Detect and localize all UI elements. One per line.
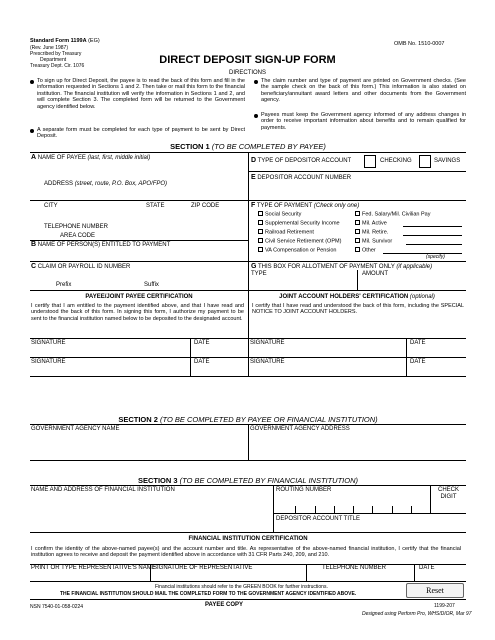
option-label: VA Compensation or Pension [265, 247, 337, 254]
divider [30, 532, 466, 533]
option-mil-active[interactable] [355, 220, 387, 227]
underline [403, 226, 462, 227]
divider [430, 485, 431, 513]
green-book-note: Financial institutions should refer to the GREEN BOOK for further instructions. [155, 584, 328, 590]
section-3-heading [30, 476, 466, 485]
option-railroad[interactable] [258, 229, 314, 236]
letter-e: E [251, 174, 256, 181]
divider [248, 261, 466, 262]
option-label: Railroad Retirement [265, 229, 314, 236]
designed-note: Designed using Perform Pro, WHS/DIOR, Mar 97 [362, 611, 472, 617]
prescribed-line-2: Department [40, 57, 67, 63]
suffix-label: Suffix [144, 282, 159, 288]
divider [273, 485, 274, 532]
bullet-icon [30, 129, 34, 133]
reset-button[interactable]: Reset [406, 583, 464, 598]
city-label[interactable]: CITY [44, 203, 58, 209]
joint-cert-title: JOINT ACCOUNT HOLDERS' CERTIFICATION [279, 294, 409, 300]
allotment-amount-label[interactable]: AMOUNT [362, 271, 388, 277]
rep-name-field[interactable]: PRINT OR TYPE REPRESENTATIVE'S NAME [31, 565, 156, 571]
divider [248, 200, 466, 201]
form-number [30, 38, 100, 44]
joint-cert-hint: (optional) [409, 294, 435, 300]
payment-type-label: TYPE OF PAYMENT [256, 203, 313, 209]
underline [406, 244, 462, 245]
rep-signature-field[interactable]: SIGNATURE OF REPRESENTATIVE [153, 565, 253, 571]
prescribed-line-3: Treasury Dept. Cir. 1076 [30, 63, 85, 69]
savings-label: SAVINGS [434, 158, 461, 164]
allotment-field [251, 263, 432, 271]
account-type-label: TYPE OF DEPOSITOR ACCOUNT [257, 158, 352, 164]
checking-label: CHECKING [380, 158, 412, 164]
routing-digit-divider [315, 506, 316, 513]
option-mil-retire[interactable] [355, 229, 388, 236]
divider [190, 338, 191, 376]
section-2-title: SECTION 2 [118, 415, 158, 424]
fi-cert-text: I confirm the identity of the above-named payee(s) and the account number and title. As representative of the above-named financial institution, I certify that the financial institution agrees to receive and deposit the payment identified above in accordance with 31 CFR Parts 240, 209, and 210. [31, 546, 461, 559]
page-title: DIRECT DEPOSIT SIGN-UP FORM [159, 54, 336, 66]
checking-checkbox[interactable] [364, 155, 376, 168]
digit-label: DIGIT [440, 494, 457, 500]
form-suffix: (EG) [88, 38, 100, 44]
letter-d: D [251, 157, 257, 164]
section-3-subtitle: (TO BE COMPLETED BY FINANCIAL INSTITUTION) [179, 476, 359, 485]
checkbox[interactable] [355, 229, 360, 234]
persons-entitled-field[interactable] [31, 241, 170, 249]
bullet-icon [30, 80, 34, 84]
divider [30, 460, 466, 461]
checkbox[interactable] [258, 247, 263, 252]
address-hint: (street, route, P.O. Box, APO/FPO) [74, 181, 168, 187]
payee-cert-text: I certify that I am entitled to the payment identified above, and that I have read and understood the back of this form. In signing this form, I authorize my payment to be sent to the financial institution named below to be deposited to the designated account. [31, 303, 244, 322]
option-label: Civil Service Retirement (OPM) [265, 238, 342, 245]
routing-digit-divider [295, 506, 296, 513]
account-number-field[interactable] [251, 174, 351, 182]
agency-name-field[interactable]: GOVERNMENT AGENCY NAME [31, 426, 120, 432]
prescribed-line-1: Prescribed by Treasury [30, 51, 82, 57]
claim-id-label: CLAIM OR PAYROLL ID NUMBER [37, 264, 131, 270]
divider [30, 376, 466, 377]
checkbox[interactable] [258, 220, 263, 225]
payee-signature-2[interactable]: SIGNATURE [31, 359, 66, 365]
option-label: Mil. Retire. [362, 229, 389, 236]
option-fed-salary[interactable] [355, 211, 430, 218]
direction-left-2: A separate form must be completed for each type of payment to be sent by Direct Deposit. [37, 127, 245, 140]
divider [357, 270, 358, 290]
divider [406, 338, 407, 376]
routing-number-label: ROUTING NUMBER [276, 487, 332, 493]
option-ssi[interactable] [258, 220, 340, 227]
fi-name-address-field[interactable]: NAME AND ADDRESS OF FINANCIAL INSTITUTION [31, 487, 175, 493]
form-code: 1199-207 [434, 603, 455, 609]
allotment-label: THIS BOX FOR ALLOTMENT OF PAYMENT ONLY [258, 264, 395, 270]
check-label: CHECK [437, 487, 459, 493]
claim-id-field[interactable] [31, 263, 130, 271]
prefix-label: Prefix [56, 282, 72, 288]
divider [30, 599, 466, 600]
option-label: Supplemental Security Income [265, 220, 340, 227]
joint-signature-1[interactable]: SIGNATURE [250, 340, 285, 346]
divider [248, 171, 466, 172]
area-code-label: AREA CODE [60, 233, 96, 239]
option-label: Mil. Survivor [362, 238, 393, 245]
payment-type-hint: (Check only one) [313, 203, 360, 209]
section-2-subtitle: (TO BE COMPLETED BY PAYEE OR FINANCIAL INSTITUTION) [160, 415, 378, 424]
state-label[interactable]: STATE [146, 203, 165, 209]
section-1-title: SECTION 1 [170, 142, 210, 151]
letter-a: A [31, 154, 37, 161]
option-mil-survivor[interactable] [355, 238, 392, 245]
payee-name-hint: (last, first, middle initial) [87, 155, 151, 161]
allotment-hint: (if applicable) [396, 264, 433, 270]
direction-right-2: Payees must keep the Government agency informed of any address changes in order to receive important information about benefits and to remain qualified for payments. [261, 112, 466, 131]
divider [248, 424, 249, 460]
option-civil-service[interactable] [258, 238, 341, 245]
underline [403, 235, 462, 236]
routing-number-input[interactable] [276, 500, 430, 513]
payee-date-1[interactable]: DATE [194, 340, 210, 346]
form-name: Standard Form 1199A [30, 38, 87, 44]
section-1-heading [30, 142, 466, 151]
option-label: Mil. Active [362, 220, 387, 227]
checkbox[interactable] [258, 211, 263, 216]
bullet-icon [254, 114, 258, 118]
bullet-icon [254, 80, 258, 84]
section-1-subtitle: (TO BE COMPLETED BY PAYEE) [211, 142, 326, 151]
letter-b: B [31, 241, 37, 248]
account-number-label: DEPOSITOR ACCOUNT NUMBER [257, 175, 352, 181]
joint-signature-2[interactable]: SIGNATURE [250, 359, 285, 365]
checkbox[interactable] [258, 238, 263, 243]
checkbox[interactable] [355, 238, 360, 243]
divider [414, 564, 415, 581]
section-2-heading [30, 415, 466, 424]
divider [248, 152, 249, 290]
checkbox[interactable] [355, 220, 360, 225]
check-digit-label [431, 487, 466, 501]
option-other[interactable] [355, 247, 376, 254]
payee-name-label: NAME OF PAYEE [37, 155, 86, 161]
option-label: Other [362, 247, 376, 254]
payee-copy-label: PAYEE COPY [205, 602, 244, 608]
mail-note: THE FINANCIAL INSTITUTION SHOULD MAIL THE COMPLETED FORM TO THE GOVERNMENT AGENCY IDENTIFIED ABOVE. [60, 591, 357, 597]
payee-date-2[interactable]: DATE [194, 359, 210, 365]
rep-date-field[interactable]: DATE [419, 565, 435, 571]
form-revision: (Rev. June 1987) [30, 45, 68, 51]
divider [150, 564, 151, 581]
option-va[interactable] [258, 247, 336, 254]
routing-digit-divider [392, 506, 393, 513]
checkbox[interactable] [355, 247, 360, 252]
option-label: Fed. Salary/Mil. Civilian Pay [362, 211, 431, 218]
joint-date-1[interactable]: DATE [410, 340, 426, 346]
option-social-security[interactable] [258, 211, 301, 218]
option-label: Social Security [265, 211, 302, 218]
telephone-label[interactable]: TELEPHONE NUMBER [44, 224, 109, 230]
allotment-type-label[interactable]: TYPE [251, 271, 267, 277]
divider [30, 581, 466, 582]
joint-date-2[interactable]: DATE [410, 359, 426, 365]
savings-checkbox[interactable] [419, 155, 431, 168]
routing-digit-divider [334, 506, 335, 513]
direction-right-1: The claim number and type of payment are printed on Government checks. (See the sample check on the back of this form.) This information is also stated on beneficiary/annuitant award letters and other documents from the Government agency. [261, 78, 466, 104]
divider [306, 564, 307, 581]
zip-label[interactable]: ZIP CODE [191, 203, 220, 209]
address-field[interactable] [44, 181, 167, 188]
letter-g: G [251, 263, 257, 270]
persons-entitled-label: NAME OF PERSON(S) ENTITLED TO PAYMENT [37, 242, 171, 248]
directions-heading: DIRECTIONS [228, 70, 266, 76]
payee-signature-1[interactable]: SIGNATURE [31, 340, 66, 346]
joint-cert-text: I certify that I have read and understood the back of this form, including the SPECIAL NOTICE TO JOINT ACCOUNT HOLDERS. [252, 303, 464, 316]
checkbox[interactable] [258, 229, 263, 234]
divider [273, 513, 466, 514]
other-specify-input[interactable] [383, 253, 462, 254]
letter-f: F [251, 202, 256, 209]
letter-c: C [31, 263, 37, 270]
payee-name-field[interactable] [31, 154, 150, 162]
routing-digit-divider [372, 506, 373, 513]
account-title-field[interactable]: DEPOSITOR ACCOUNT TITLE [276, 516, 361, 522]
joint-cert-heading [248, 294, 466, 301]
omb-number: OMB No. 1510-0007 [394, 41, 445, 47]
divider [30, 200, 248, 201]
routing-digit-divider [353, 506, 354, 513]
nsn-number: NSN 7540-01-058-0224 [30, 604, 84, 610]
rep-telephone-field[interactable]: TELEPHONE NUMBER [322, 565, 387, 571]
routing-digit-divider [411, 506, 412, 513]
payee-cert-title: PAYEE/JOINT PAYEE CERTIFICATION [85, 294, 193, 300]
specify-hint: (specify) [426, 254, 445, 260]
account-type-field [251, 157, 351, 165]
payment-type-field [251, 202, 359, 210]
checkbox[interactable] [355, 211, 360, 216]
divider [30, 261, 248, 262]
direction-left-1: To sign up for Direct Deposit, the payee is to read the back of this form and fill in the information requested in Sections 1 and 2. Then take or mail this form to the financial institution. The financial institution will verify the information in Sections 1 and 2, and will complete Section 3. The completed form will be returned to the Government agency identified below. [37, 78, 245, 110]
divider [248, 290, 249, 376]
address-label: ADDRESS [44, 181, 74, 187]
agency-address-field[interactable]: GOVERNMENT AGENCY ADDRESS [250, 426, 350, 432]
section-3-title: SECTION 3 [137, 476, 178, 485]
divider [30, 485, 466, 486]
fi-cert-title: FINANCIAL INSTITUTION CERTIFICATION [188, 536, 308, 542]
